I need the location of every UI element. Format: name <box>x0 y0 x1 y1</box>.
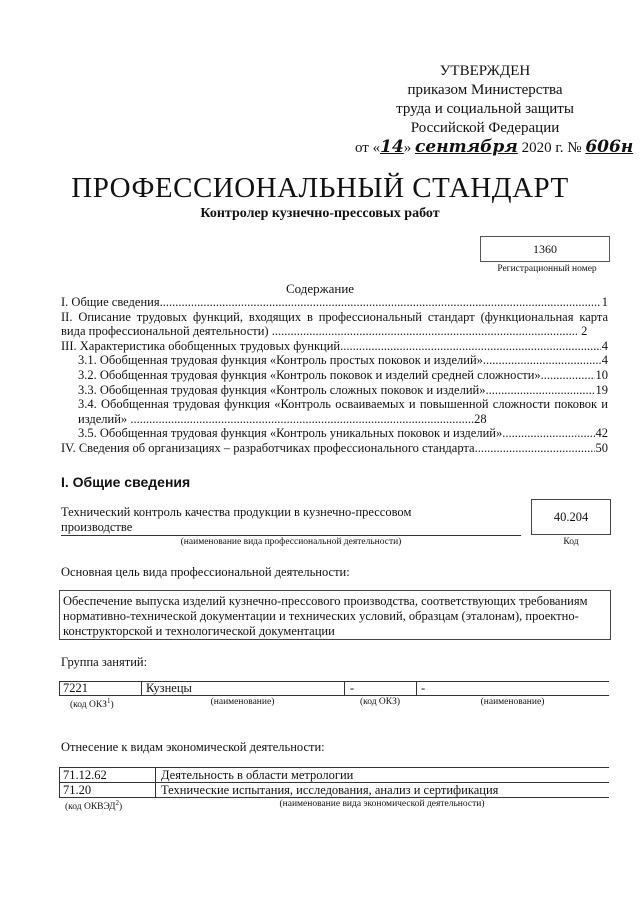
approval-line-4: Российской Федерации <box>410 120 560 136</box>
okz-name-caption: (наименование) <box>210 697 275 707</box>
okved-name-1: Деятельность в области метрологии <box>161 768 354 782</box>
activity-name-caption: (наименование вида профессиональной деятельности) <box>180 537 402 547</box>
okved-code-caption: (код ОКВЭД$^2$) <box>65 799 123 813</box>
approval-month: сентября <box>415 137 518 157</box>
activity-code-box <box>531 499 611 535</box>
okz-code-1: 7221 <box>63 681 88 695</box>
okved-code-2: 71.20 <box>63 783 92 797</box>
okved-code-1: 71.12.62 <box>63 768 107 782</box>
activity-name: Технический контроль качества продукции в кузнечно-прессовом производстве <box>61 505 412 534</box>
okved-name-2: Технические испытания, исследования, анализ и сертификация <box>161 783 499 797</box>
okz-code-caption-2: (код ОКЗ) <box>359 697 401 707</box>
toc-item[interactable]: 3.2. Обобщенная трудовая функция «Контроль поковок и изделий средней сложности» ..... 10 <box>61 368 608 383</box>
okz-name-1: Кузнецы <box>146 681 192 695</box>
toc-item[interactable]: II. Описание трудовых функций, входящих в профессиональный стандарт (функциональная карта вида профессиональной деятельности) .................................................................................................. 2 <box>61 309 608 339</box>
approval-day: 14 <box>380 137 404 157</box>
approval-number: 606н <box>585 137 634 157</box>
okz-code-caption: (код ОКЗ$^1$) <box>70 697 114 711</box>
okz-name-caption-2: (наименование) <box>480 697 545 707</box>
toc-item[interactable]: 3.4. Обобщенная трудовая функция «Контроль осваиваемых и повышенной сложности поковок и изделий» ..............................................................................................................28 <box>78 397 608 426</box>
code-caption: Код <box>563 537 579 547</box>
okz-code-2: - <box>350 681 355 695</box>
toc-item[interactable]: 3.3. Обобщенная трудовая функция «Контроль сложных поковок и изделий» ..... 19 <box>61 383 608 398</box>
goal-label: Основная цель вида профессиональной деятельности: <box>61 565 350 579</box>
toc-item[interactable]: IV. Сведения об организациях – разработчиках профессионального стандарта ..... 50 <box>61 441 608 456</box>
approval-line-2: приказом Министерства <box>407 82 563 98</box>
toc-item[interactable]: 3.5. Обобщенная трудовая функция «Контроль уникальных поковок и изделий» ..... 42 <box>61 426 608 441</box>
registration-label: Регистрационный номер <box>497 264 597 274</box>
registration-number-box <box>480 236 610 262</box>
activity-code: 40.204 <box>553 509 589 524</box>
approval-block <box>355 62 634 158</box>
okved-name-caption: (наименование вида экономической деятельности) <box>279 799 485 809</box>
occupations-label: Группа занятий: <box>61 655 148 669</box>
goal-text: Обеспечение выпуска изделий кузнечно-прессового производства, соответствующих требованиям нормативно-технической документации и технических условий, образцам (эталонам), проектно-конструкторской и технологической документации <box>63 594 588 638</box>
toc-item[interactable]: I. Общие сведения ..... 1 <box>61 295 608 310</box>
toc-item[interactable]: III. Характеристика обобщенных трудовых функций ..... 4 <box>61 339 608 354</box>
goal-box <box>59 590 611 640</box>
toc-item[interactable]: 3.1. Обобщенная трудовая функция «Контроль простых поковок и изделий» ..... 4 <box>61 353 608 368</box>
okved-label: Отнесение к видам экономической деятельности: <box>61 740 325 754</box>
table-of-contents <box>61 295 608 456</box>
section-heading: I. Общие сведения <box>61 474 191 490</box>
approval-date-line: от «14» сентября 2020 г. № 606н <box>355 137 634 157</box>
okz-name-2: - <box>421 681 426 695</box>
document-subtitle: Контролер кузнечно-прессовых работ <box>200 206 440 221</box>
registration-number: 1360 <box>533 241 557 256</box>
document-title: ПРОФЕССИОНАЛЬНЫЙ СТАНДАРТ <box>71 172 569 204</box>
toc-title: Содержание <box>285 281 355 296</box>
approval-line-1: УТВЕРЖДЕН <box>439 63 531 79</box>
approval-line-3: труда и социальной защиты <box>396 101 574 117</box>
